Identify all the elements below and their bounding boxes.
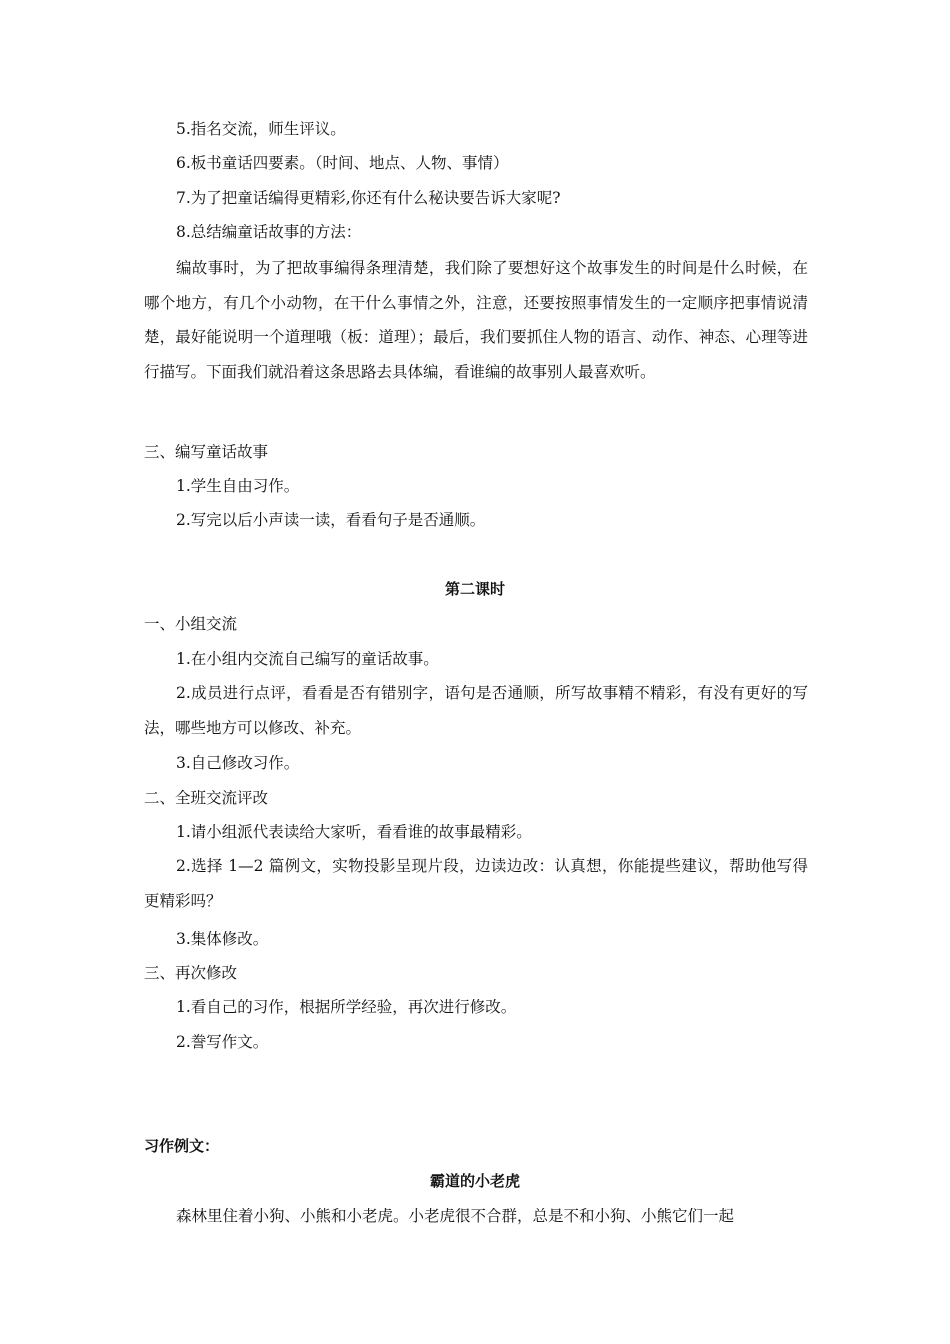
section-heading-write: 三、编写童话故事 xyxy=(144,443,269,461)
write-step-2: 2.写完以后小声读一读，看看句子是否通顺。 xyxy=(176,511,486,529)
step-7: 7.为了把童话编得更精彩,你还有什么秘诀要告诉大家呢? xyxy=(176,189,561,207)
section-heading-class: 二、全班交流评改 xyxy=(144,789,269,807)
class-step-1: 1.请小组派代表读给大家听，看看谁的故事最精彩。 xyxy=(176,823,532,841)
example-label: 习作例文： xyxy=(144,1137,220,1155)
group-step-1: 1.在小组内交流自己编写的童话故事。 xyxy=(176,650,439,668)
example-title: 霸道的小老虎 xyxy=(429,1172,520,1190)
example-first-line: 森林里住着小狗、小熊和小老虎。小老虎很不合群，总是不和小狗、小熊它们一起 xyxy=(176,1207,735,1225)
class-step-2: 2.选择 1—2 篇例文，实物投影呈现片段，边读边改：认真想，你能提些建议，帮助他写得更精彩吗？ xyxy=(144,857,808,910)
step-6: 6.板书童话四要素。（时间、地点、人物、事情） xyxy=(176,154,509,172)
section-heading-group: 一、小组交流 xyxy=(144,615,238,633)
lesson-2-title: 第二课时 xyxy=(444,580,505,598)
revise-step-1: 1.看自己的习作，根据所学经验，再次进行修改。 xyxy=(176,998,517,1016)
method-paragraph: 编故事时，为了把故事编得条理清楚，我们除了要想好这个故事发生的时间是什么时候，在哪个地方，有几个小动物，在干什么事情之外，注意，还要按照事情发生的一定顺序把事情说清楚，最好能说明一个道理哦（板：道理）；最后，我们要抓住人物的语言、动作、神态、心理等进行描写。下面我们就沿着这条思路去具体编，看谁编的故事别人最喜欢听。 xyxy=(144,259,808,382)
step-8: 8.总结编童话故事的方法： xyxy=(176,223,362,241)
group-step-2: 2.成员进行点评，看看是否有错别字，语句是否通顺，所写故事精不精彩，有没有更好的写法，哪些地方可以修改、补充。 xyxy=(144,684,808,737)
section-heading-revise: 三、再次修改 xyxy=(144,964,238,982)
revise-step-2: 2.誊写作文。 xyxy=(176,1033,269,1051)
write-step-1: 1.学生自由习作。 xyxy=(176,477,300,495)
group-step-3: 3.自己修改习作。 xyxy=(176,754,300,772)
step-5: 5.指名交流，师生评议。 xyxy=(176,120,346,138)
class-step-3: 3.集体修改。 xyxy=(176,930,269,948)
